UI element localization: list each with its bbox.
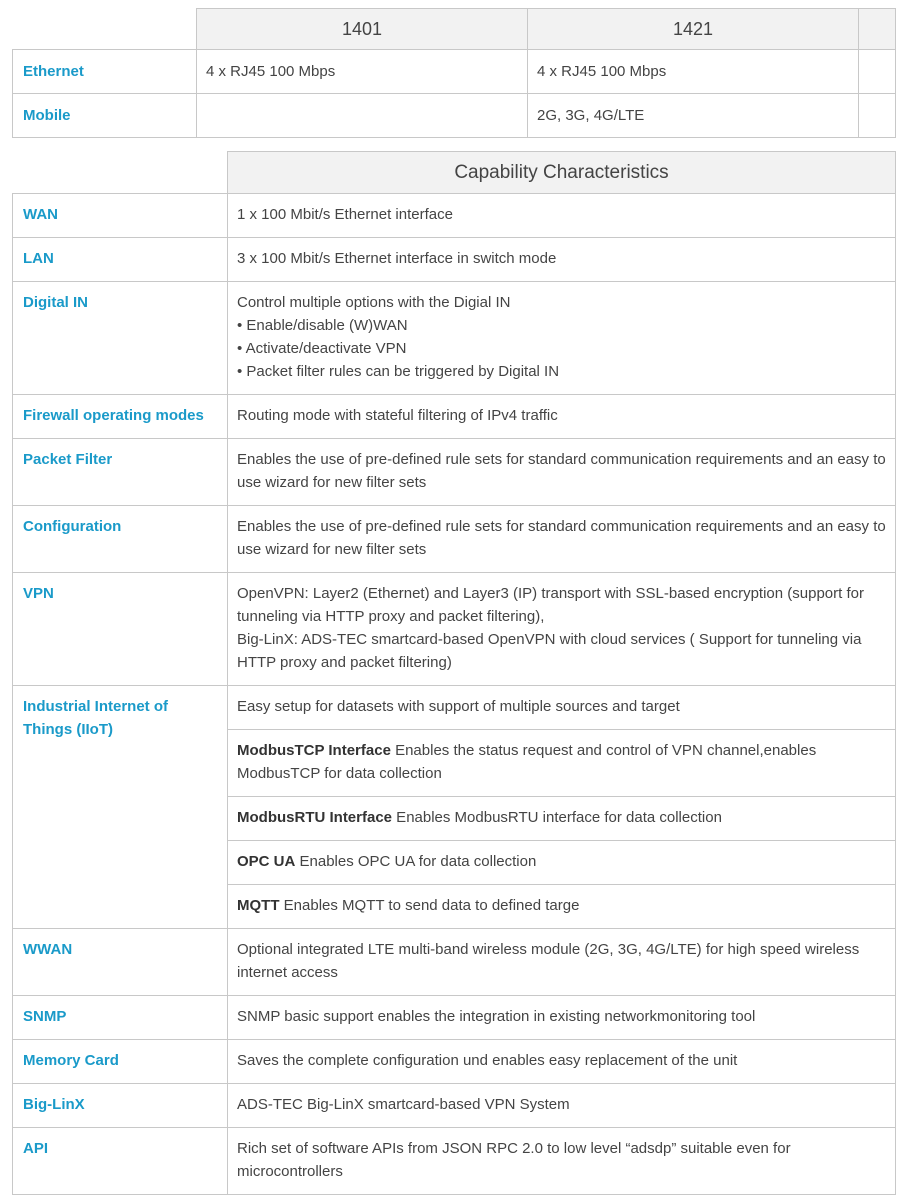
mqtt-text: Enables MQTT to send data to defined targe [279,897,580,914]
model-1401-header: 1401 [197,9,528,50]
table-row [13,395,896,439]
row-label-configuration: Configuration [13,506,228,573]
firewall-value: Routing mode with stateful filtering of IPv4 traffic [228,395,896,439]
digital-in-bullet: • Activate/deactivate VPN [237,340,407,357]
ethernet-extra-cell [859,50,896,94]
capabilities-table [12,151,896,1195]
row-label-memory-card: Memory Card [13,1040,228,1084]
mobile-extra-cell [859,94,896,138]
row-label-api: API [13,1128,228,1195]
modbusrtu-text: Enables ModbusRTU interface for data collection [392,809,722,826]
wwan-value: Optional integrated LTE multi-band wireless module (2G, 3G, 4G/LTE) for high speed wireless internet access [228,929,896,996]
opcua-title: OPC UA [237,853,296,870]
row-label-firewall: Firewall operating modes [13,395,228,439]
row-label-vpn: VPN [13,573,228,686]
ethernet-1421-value: 4 x RJ45 100 Mbps [528,50,859,94]
vpn-biglinx-text: Big-LinX: ADS-TEC smartcard-based OpenVPN with cloud services ( Support for tunneling via HTTP proxy and packet filtering) [237,631,862,671]
digital-in-value [228,282,896,395]
modbusrtu-title: ModbusRTU Interface [237,809,393,826]
digital-in-bullet: • Enable/disable (W)WAN [237,317,408,334]
mobile-1401-value [197,94,528,138]
table-row [13,686,896,730]
table-row [13,282,896,395]
table-row [13,94,896,138]
table-row [13,194,896,238]
iiot-modbustcp-value [228,730,896,797]
modbustcp-title: ModbusTCP Interface [237,742,391,759]
row-label-big-linx: Big-LinX [13,1084,228,1128]
row-label-wan: WAN [13,194,228,238]
iiot-datasets-value: Easy setup for datasets with support of multiple sources and target [228,686,896,730]
memory-card-value: Saves the complete configuration und enables easy replacement of the unit [228,1040,896,1084]
iiot-mqtt-value [228,885,896,929]
row-label-ethernet: Ethernet [13,50,197,94]
digital-in-bullet: • Packet filter rules can be triggered by Digital IN [237,363,560,380]
capabilities-corner-cell [13,152,228,194]
row-label-iiot: Industrial Internet of Things (IIoT) [13,686,228,929]
table-row [13,439,896,506]
table-row [13,238,896,282]
mqtt-title: MQTT [237,897,280,914]
table-row [13,1084,896,1128]
digital-in-intro: Control multiple options with the Digial IN [237,294,511,311]
vpn-value [228,573,896,686]
modbustcp-text: Enables the status request and control of VPN channel,enables ModbusTCP for data collection [237,742,817,782]
snmp-value: SNMP basic support enables the integration in existing networkmonitoring tool [228,996,896,1040]
lan-value: 3 x 100 Mbit/s Ethernet interface in switch mode [228,238,896,282]
big-linx-value: ADS-TEC Big-LinX smartcard-based VPN System [228,1084,896,1128]
capabilities-header-row [13,152,896,194]
configuration-value: Enables the use of pre-defined rule sets for standard communication requirements and an easy to use wizard for new filter sets [228,506,896,573]
table-row [13,50,896,94]
opcua-text: Enables OPC UA for data collection [295,853,537,870]
row-label-wwan: WWAN [13,929,228,996]
mobile-1421-value: 2G, 3G, 4G/LTE [528,94,859,138]
api-value: Rich set of software APIs from JSON RPC 2.0 to low level “adsdp” suitable even for microcontrollers [228,1128,896,1195]
table-row [13,506,896,573]
table-row [13,1128,896,1195]
table-row [13,1040,896,1084]
models-extra-header [859,9,896,50]
ethernet-1401-value: 4 x RJ45 100 Mbps [197,50,528,94]
models-table [12,8,896,138]
capabilities-header: Capability Characteristics [228,152,896,194]
model-1421-header: 1421 [528,9,859,50]
vpn-openvpn-text: OpenVPN: Layer2 (Ethernet) and Layer3 (IP) transport with SSL-based encryption (support for tunneling via HTTP proxy and packet filtering), [237,585,864,625]
wan-value: 1 x 100 Mbit/s Ethernet interface [228,194,896,238]
table-row [13,929,896,996]
models-header-row [13,9,896,50]
row-label-packet-filter: Packet Filter [13,439,228,506]
table-row [13,996,896,1040]
row-label-mobile: Mobile [13,94,197,138]
row-label-digital-in: Digital IN [13,282,228,395]
packet-filter-value: Enables the use of pre-defined rule sets for standard communication requirements and an easy to use wizard for new filter sets [228,439,896,506]
row-label-lan: LAN [13,238,228,282]
table-row [13,573,896,686]
iiot-opcua-value [228,841,896,885]
row-label-snmp: SNMP [13,996,228,1040]
models-corner-cell [13,9,197,50]
iiot-modbusrtu-value [228,797,896,841]
